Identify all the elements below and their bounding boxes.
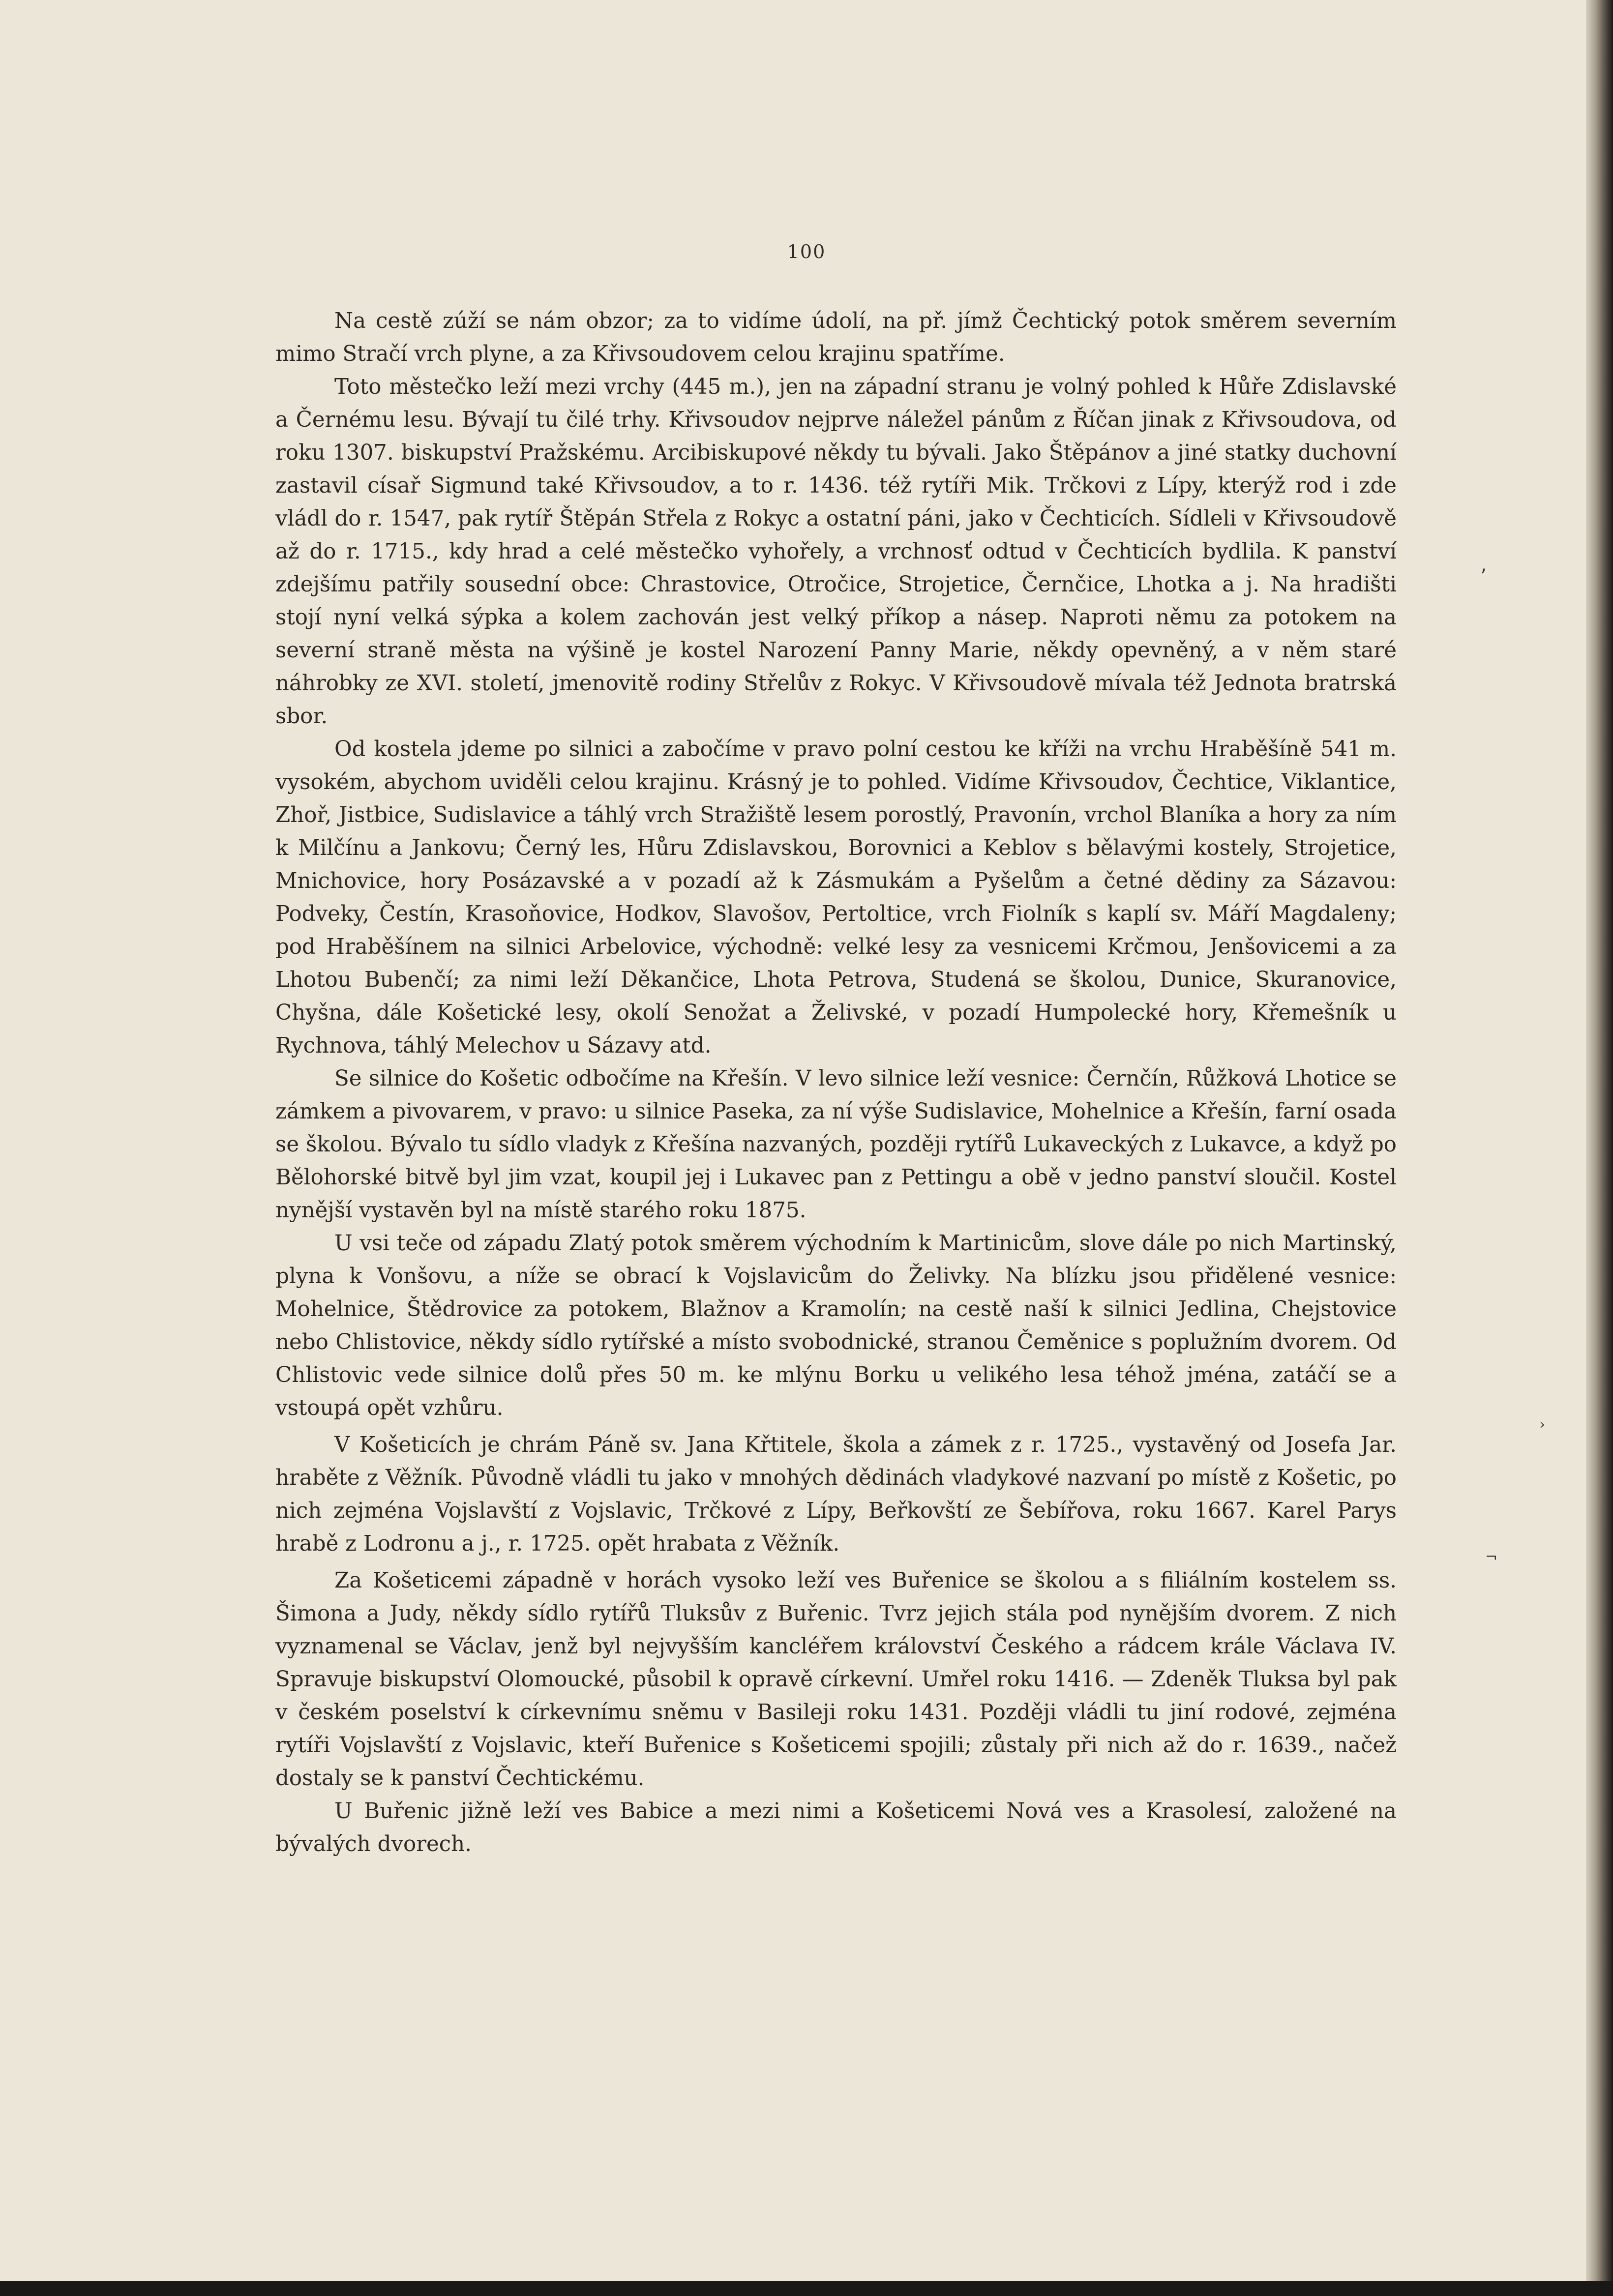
- book-binding-edge: [1586, 0, 1613, 2296]
- page-bottom-edge: [0, 2281, 1613, 2296]
- paragraph: Za Košeticemi západně v horách vysoko leží ves Buřenice se školou a s filiálním kostelem ss. Šimona a Judy, někdy sídlo rytířů Tluksův z Buřenic. Tvrz jejich stála pod nynějším dvorem. Z nich vyznamenal se Václav, jenž byl nejvyšším kancléřem království Českého a rádcem krále Václava IV. Spravuje biskupství Olomoucké, působil k opravě církevní. Umřel roku 1416. — Zdeněk Tluksa byl pak v českém poselství k církevnímu sněmu v Basileji roku 1431. Později vládli tu jiní rodové, zejména rytíři Vojslavští z Vojslavic, kteří Buřenice s Košeticemi spojili; zůstaly při nich až do r. 1639., načež dostaly se k panství Čechtickému.: [275, 1568, 1397, 1791]
- body-text: [275, 305, 1397, 1861]
- paragraph: U vsi teče od západu Zlatý potok směrem východním k Martinicům, slove dále po nich Martinský, plyna k Vonšovu, a níže se obrací k Vojslavicům do Želivky. Na blízku jsou přidělené vesnice: Mohelnice, Štědrovice za potokem, Blažnov a Kramolín; na cestě naší k silnici Jedlina, Chejstovice nebo Chlistovice, někdy sídlo rytířské a místo svobodnické, stranou Čeměnice s poplužním dvorem. Od Chlistovic vede silnice dolů přes 50 m. ke mlýnu Borku u velikého lesa téhož jména, zatáčí se a vstoupá opět vzhůru.: [275, 1231, 1397, 1420]
- paragraph: Na cestě zúží se nám obzor; za to vidíme údolí, na př. jímž Čechtický potok směrem severním mimo Stračí vrch plyne, a za Křivsoudovem celou krajinu spatříme.: [275, 309, 1397, 366]
- paragraph: Od kostela jdeme po silnici a zabočíme v pravo polní cestou ke kříži na vrchu Hraběšíně 541 m. vysokém, abychom uviděli celou krajinu. Krásný je to pohled. Vidíme Křivsoudov, Čechtice, Viklantice, Zhoř, Jistbice, Sudislavice a táhlý vrch Stražiště lesem porostlý, Pravonín, vrchol Blaníka a hory za ním k Milčínu a Jankovu; Černý les, Hůru Zdislavskou, Borovnici a Keblov s bělavými kostely, Strojetice, Mnichovice, hory Posázavské a v pozadí až k Zásmukám a Pyšelům a četné dědiny za Sázavou: Podveky, Čestín, Krasoňovice, Hodkov, Slavošov, Pertoltice, vrch Fiolník s kaplí sv. Máří Magdaleny; pod Hraběšínem na silnici Arbelovice, východně: velké lesy za vesnicemi Krčmou, Jenšovicemi a za Lhotou Bubenčí; za nimi leží Děkančice, Lhota Petrova, Studená se školou, Dunice, Skuranovice, Chyšna, dále Košetické lesy, okolí Senožat a Želivské, v pozadí Humpolecké hory, Křemešník u Rychnova, táhlý Melechov u Sázavy atd.: [275, 737, 1397, 1058]
- margin-mark: ’: [1480, 565, 1487, 588]
- paragraph: Se silnice do Košetic odbočíme na Křešín. V levo silnice leží vesnice: Černčín, Růžková Lhotice se zámkem a pivovarem, v pravo: u silnice Paseka, za ní výše Sudislavice, Mohelnice a Křešín, farní osada se školou. Bývalo tu sídlo vladyk z Křešína nazvaných, později rytířů Lukaveckých z Lukavce, a když po Bělohorské bitvě byl jim vzat, koupil jej i Lukavec pan z Pettingu a obě v jedno panství sloučil. Kostel nynější vystavěn byl na místě starého roku 1875.: [275, 1066, 1397, 1223]
- paragraph: V Košeticích je chrám Páně sv. Jana Křtitele, škola a zámek z r. 1725., vystavěný od Josefa Jar. hraběte z Věžník. Původně vládli tu jako v mnohých dědinách vladykové nazvaní po místě z Košetic, po nich zejména Vojslavští z Vojslavic, Trčkové z Lípy, Beřkovští ze Šebířova, roku 1667. Karel Parys hrabě z Lodronu a j., r. 1725. opět hrabata z Věžník.: [275, 1433, 1397, 1556]
- page-number: 100: [787, 241, 826, 263]
- paragraph: U Buřenic jižně leží ves Babice a mezi nimi a Košeticemi Nová ves a Krasolesí, založené na bývalých dvorech.: [275, 1799, 1397, 1856]
- margin-mark: ›: [1539, 1416, 1545, 1433]
- margin-mark: ¬: [1485, 1549, 1498, 1566]
- paragraph: Toto městečko leží mezi vrchy (445 m.), jen na západní stranu je volný pohled k Hůře Zdislavské a Černému lesu. Bývají tu čilé trhy. Křivsoudov nejprve náležel pánům z Říčan jinak z Křivsoudova, od roku 1307. biskupství Pražskému. Arcibiskupové někdy tu bývali. Jako Štěpánov a jiné statky duchovní zastavil císař Sigmund také Křivsoudov, a to r. 1436. též rytíři Mik. Trčkovi z Lípy, kterýž rod i zde vládl do r. 1547, pak rytíř Štěpán Střela z Rokyc a ostatní páni, jako v Čechticích. Sídleli v Křivsoudově až do r. 1715., kdy hrad a celé městečko vyhořely, a vrchnosť odtud v Čechticích bydlila. K panství zdejšímu patřily sousední obce: Chrastovice, Otročice, Strojetice, Černčice, Lhotka a j. Na hradišti stojí nyní velká sýpka a kolem zachován jest velký příkop a násep. Naproti němu za potokem na severní straně města na výšině je kostel Narození Panny Marie, někdy opevněný, a v něm staré náhrobky ze XVI. století, jmenovitě rodiny Střelův z Rokyc. V Křivsoudově mívala též Jednota bratrská sbor.: [275, 375, 1397, 729]
